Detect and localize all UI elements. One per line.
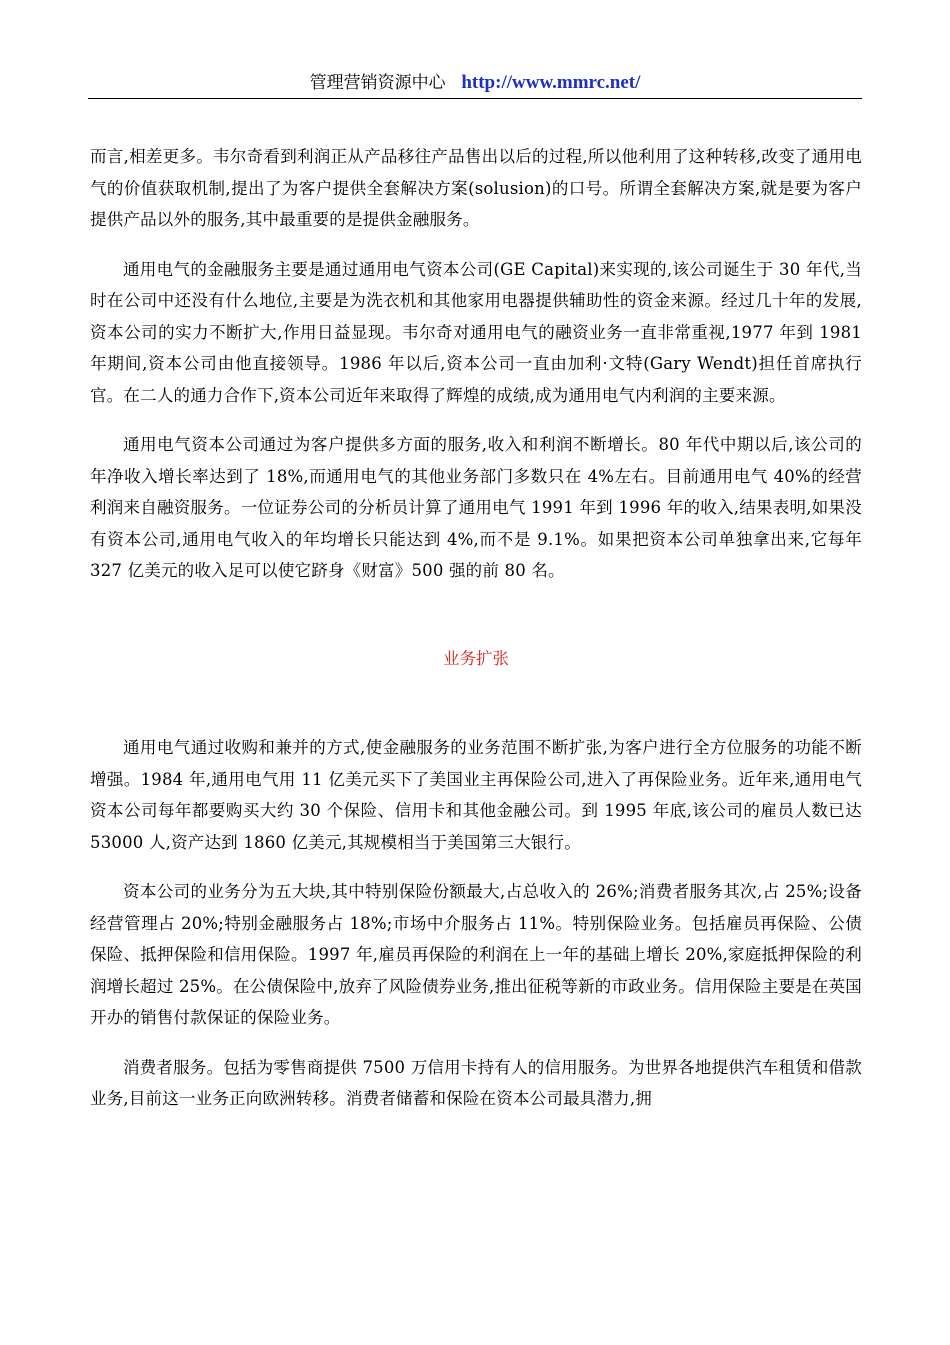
site-url-link[interactable]: http://www.mmrc.net/ [461, 72, 641, 93]
paragraph-business-segments: 资本公司的业务分为五大块,其中特别保险份额最大,占总收入的 26%;消费者服务其次,占 25%;设备经营管理占 20%;特别金融服务占 18%;市场中介服务占 11%。特别保险业务。包括雇员再保险、公债保险、抵押保险和信用保险。1997 年,雇员再保险的利润在上一年的基础上增长 20%,家庭抵押保险的利润增长超过 25%。在公债保险中,放弃了风险债券业务,推出征税等新的市政业务。信用保险主要是在英国开办的销售付款保证的保险业务。 [90, 882, 862, 1027]
paragraph-revenue-growth: 通用电气资本公司通过为客户提供多方面的服务,收入和利润不断增长。80 年代中期以后,该公司的年净收入增长率达到了 18%,而通用电气的其他业务部门多数只在 4%左右。目前通用电气 40%的经营利润来自融资服务。一位证券公司的分析员计算了通用电气 1991 年到 1996 年的收入,结果表明,如果没有资本公司,通用电气收入的年均增长只能达到 4%,而不是 9.1%。如果把资本公司单独拿出来,它每年 327 亿美元的收入足可以使它跻身《财富》500 强的前 80 名。 [90, 435, 862, 580]
site-name: 管理营销资源中心 [309, 73, 446, 93]
document-body [90, 141, 862, 1115]
paragraph-ge-capital: 通用电气的金融服务主要是通过通用电气资本公司(GE Capital)来实现的,该公司诞生于 30 年代,当时在公司中还没有什么地位,主要是为洗衣机和其他家用电器提供辅助性的资金来源。经过几十年的发展,资本公司的实力不断扩大,作用日益显现。韦尔奇对通用电气的融资业务一直非常重视,1977 年到 1981 年期间,资本公司由他直接领导。1986 年以后,资本公司一直由加利·文特(Gary Wendt)担任首席执行官。在二人的通力合作下,资本公司近年来取得了辉煌的成绩,成为通用电气内利润的主要来源。 [90, 259, 862, 405]
header-divider [88, 98, 862, 99]
paragraph-continued: 而言,相差更多。韦尔奇看到利润正从产品移往产品售出以后的过程,所以他利用了这种转移,改变了通用电气的价值获取机制,提出了为客户提供全套解决方案(solusion)的口号。所谓全套解决方案,就是要为客户提供产品以外的服务,其中最重要的是提供金融服务。 [90, 147, 862, 229]
page-header [88, 70, 862, 98]
paragraph-consumer-services: 消费者服务。包括为零售商提供 7500 万信用卡持有人的信用服务。为世界各地提供汽车租赁和借款业务,目前这一业务正向欧洲转移。消费者储蓄和保险在资本公司最具潜力,拥 [90, 1057, 862, 1108]
section-title: 业务扩张 [443, 648, 509, 668]
paragraph-acquisitions: 通用电气通过收购和兼并的方式,使金融服务的业务范围不断扩张,为客户进行全方位服务的功能不断增强。1984 年,通用电气用 11 亿美元买下了美国业主再保险公司,进入了再保险业务。近年来,通用电气资本公司每年都要购买大约 30 个保险、信用卡和其他金融公司。到 1995 年底,该公司的雇员人数已达 53000 人,资产达到 1860 亿美元,其规模相当于美国第三大银行。 [90, 738, 862, 852]
